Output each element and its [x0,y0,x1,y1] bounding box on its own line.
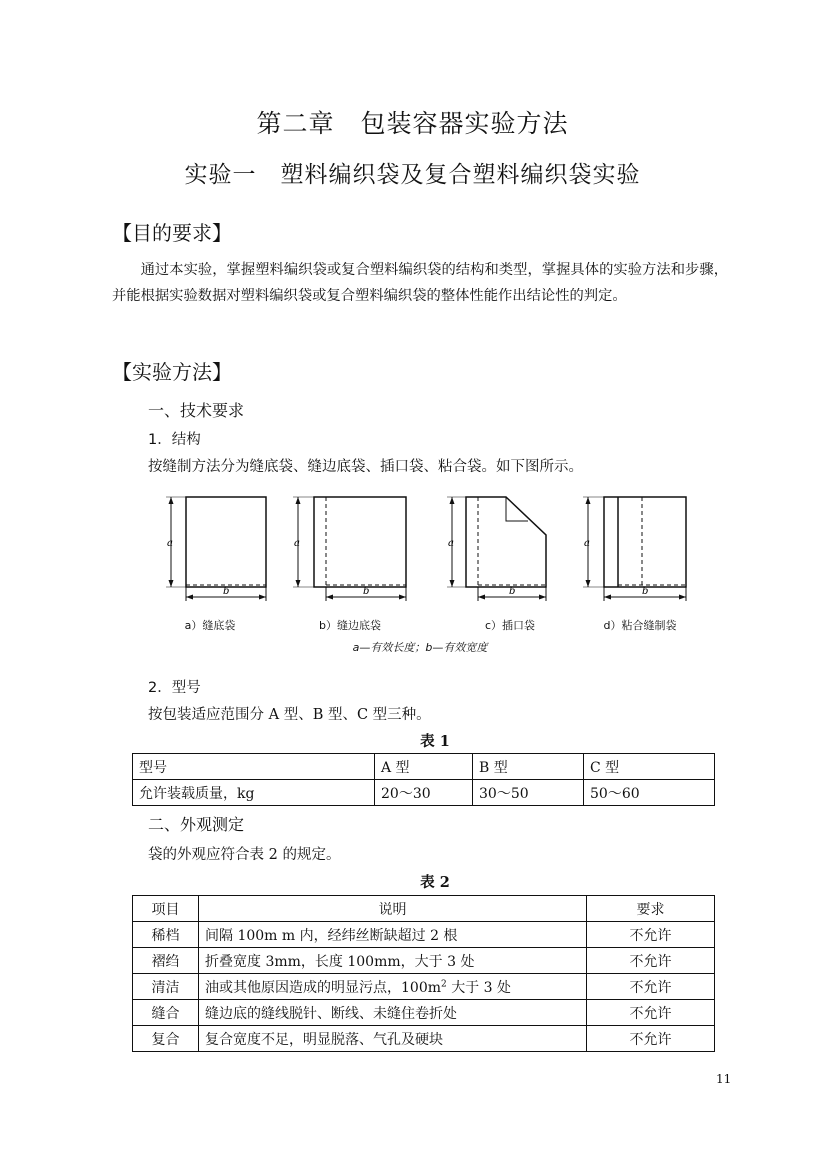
table2-item-cell: 稀档 [133,922,199,948]
purpose-heading: 【目的要求】 [112,221,232,245]
dim-b-label: b [642,586,649,597]
dim-b-label: b [363,586,370,597]
table1-cell: 20～30 [375,780,473,806]
table2-header-cell: 要求 [587,896,715,922]
table1-cell: 允许装载质量，kg [133,780,375,806]
caption-a: a）缝底袋 [184,619,236,632]
table2-desc-cell: 折叠宽度 3mm，长度 100mm，大于 3 处 [199,948,587,974]
table1-header-cell: B 型 [473,754,584,780]
table2-req-cell: 不允许 [587,922,715,948]
table-row [133,1026,715,1052]
desc-text: 油或其他原因造成的明显污点，100m [205,979,441,996]
dim-a-label: a [167,538,173,549]
table-row [133,1000,715,1026]
appearance-text: 袋的外观应符合表 2 的规定。 [148,847,341,863]
table1-header-cell: C 型 [584,754,715,780]
table1 [132,753,715,806]
caption-d: d）粘合缝制袋 [603,619,677,632]
table-row [133,948,715,974]
table2 [132,895,715,1052]
page-number: 11 [716,1072,732,1086]
tech-heading: 一、技术要求 [148,401,245,420]
table2-desc-cell: 间隔 100m m 内，经纬丝断缺超过 2 根 [199,922,587,948]
structure-heading: 1．结构 [148,432,201,448]
table2-req-cell: 不允许 [587,974,715,1000]
table-row [133,754,715,780]
table2-item-cell: 清洁 [133,974,199,1000]
dim-b-label: b [509,586,516,597]
dim-a-label: a [448,538,454,549]
bag-types-figure [150,488,710,613]
table2-header-cell: 项目 [133,896,199,922]
table2-req-cell: 不允许 [587,948,715,974]
table2-header-cell: 说明 [199,896,587,922]
experiment-title: 实验一 塑料编织袋及复合塑料编织袋实验 [184,162,641,188]
dim-a-label: a [294,538,300,549]
method-heading: 【实验方法】 [112,360,232,384]
table1-cell: 30～50 [473,780,584,806]
table2-req-cell: 不允许 [587,1000,715,1026]
table1-header-cell: A 型 [375,754,473,780]
caption-b: b）缝边底袋 [319,619,381,632]
purpose-paragraph: 通过本实验，掌握塑料编织袋或复合塑料编织袋的结构和类型，掌握具体的实验方法和步骤，并能根据实验数据对塑料编织袋或复合塑料编织袋的整体性能作出结论性的判定。 [112,262,728,304]
model-heading: 2．型号 [148,680,201,696]
table-row [133,780,715,806]
table1-header-cell: 型号 [133,754,375,780]
table-row [133,922,715,948]
dim-a-label: a [584,538,590,549]
table2-item-cell: 复合 [133,1026,199,1052]
caption-c: c）插口袋 [484,619,536,632]
table2-title: 表 2 [420,874,450,891]
table1-cell: 50～60 [584,780,715,806]
table2-desc-cell [199,974,587,1000]
table2-item-cell: 褶绉 [133,948,199,974]
structure-text: 按缝制方法分为缝底袋、缝边底袋、插口袋、粘合袋。如下图所示。 [148,459,583,475]
model-text: 按包装适应范围分 A 型、B 型、C 型三种。 [148,707,431,723]
table1-title: 表 1 [420,733,450,750]
chapter-title: 第二章 包装容器实验方法 [256,109,569,138]
desc-text-tail: 大于 3 处 [451,979,511,996]
table2-req-cell: 不允许 [587,1026,715,1052]
figure-legend: a—有效长度；b—有效宽度 [352,641,488,654]
table2-desc-cell: 缝边底的缝线脱针、断线、未缝住卷折处 [199,1000,587,1026]
superscript: 2 [441,978,447,989]
table-row [133,974,715,1000]
table2-item-cell: 缝合 [133,1000,199,1026]
table-row [133,896,715,922]
dim-b-label: b [223,586,230,597]
table2-desc-cell: 复合宽度不足，明显脱落、气孔及硬块 [199,1026,587,1052]
appearance-heading: 二、外观测定 [148,815,245,834]
